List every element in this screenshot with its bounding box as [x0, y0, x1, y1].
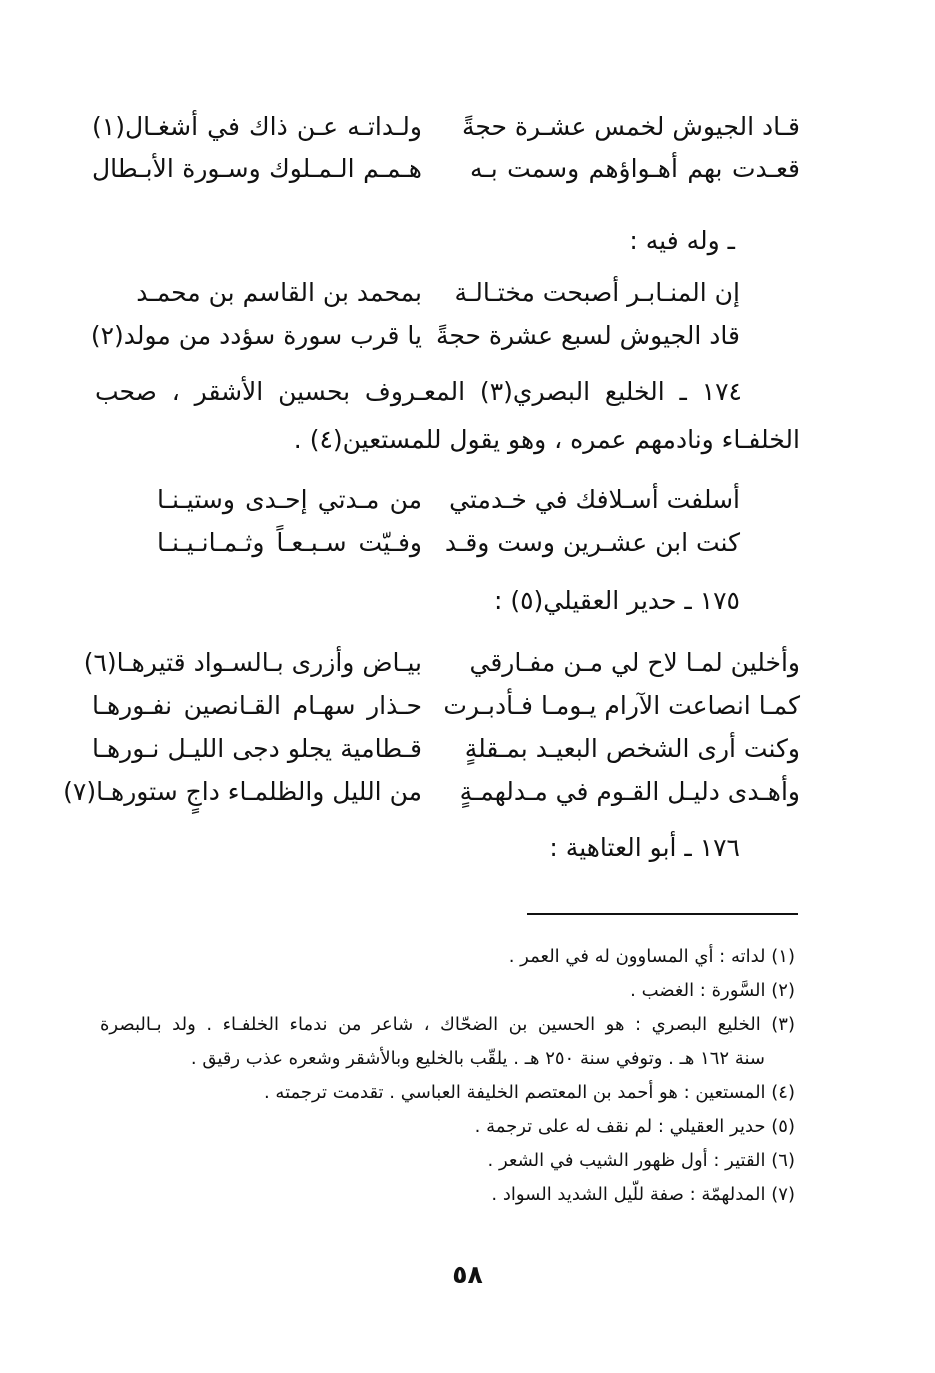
verse-line: [90, 683, 800, 729]
verse-second-hemistich: بيـاض وأزرى بـالسـواد قتيرهـا(٦): [83, 648, 422, 677]
verse-first-hemistich: قـاد الجيوش لخمس عشـرة حجةً: [461, 112, 800, 141]
footnote-separator: [527, 913, 798, 915]
footnote: (٧) المدلهمّة : صفة للّيل الشديد السواد .: [491, 1184, 795, 1205]
footnote: (٦) القتير : أول ظهور الشيب في الشعر .: [487, 1150, 795, 1171]
verse-second-hemistich: حـذار سهـام القـانصين نفـورهـا: [92, 691, 422, 720]
verse-second-hemistich: هـمـم الـمـلوك وسـورة الأبـطال: [92, 154, 422, 183]
footnote: سنة ١٦٢ هـ . وتوفي سنة ٢٥٠ هـ . يلقّب بالخليع وبالأشقر وشعره عذب رقيق .: [190, 1048, 765, 1069]
verse-second-hemistich: بمحمد بن القاسم بن محمـد: [136, 278, 422, 307]
footnote: (٣) الخليع البصري : هو الحسين بن الضحّاك ، شاعر من ندماء الخلفـاء . ولد بـالبصرة: [100, 1014, 795, 1035]
verse-first-hemistich: وكنت أرى الشخص البعيـد بمـقلةٍ: [464, 734, 800, 763]
footnote: (٥) حدير العقيلي : لم نقف له على ترجمة .: [474, 1116, 795, 1137]
verse-line: [136, 270, 740, 316]
page-number: ٥٨: [452, 1260, 483, 1289]
entry-174: ١٧٤ ـ الخليع البصري(٣) المعـروف بحسين الأشقر ، صحب الخلفـاء ونادمهم عمره ، وهو يقول للمستعين(٤) .: [95, 377, 800, 454]
verse-line: [90, 726, 800, 772]
verse-first-hemistich: أسلفت أسـلافك في خـدمتي: [449, 485, 740, 514]
footnote: (٢) السَّورة : الغضب .: [630, 980, 795, 1001]
entry-175: ١٧٥ ـ حدير العقيلي(٥) :: [493, 586, 740, 615]
verse-first-hemistich: إن المنـابـر أصبحت مختـالـة: [454, 278, 740, 307]
verse-second-hemistich: من الليل والظلمـاء داجٍ ستورهـا(٧): [63, 777, 422, 806]
verse-first-hemistich: كنت ابن عشـرين وست وقـد: [444, 528, 740, 557]
verse-line: [90, 146, 800, 192]
verse-line: [90, 313, 740, 359]
intro-line: ـ وله فيه :: [629, 226, 735, 255]
footnote: (١) لداته : أي المساوون له في العمر .: [508, 946, 795, 967]
verse-line: [63, 769, 800, 815]
verse-line: [155, 520, 740, 566]
verse-line: [83, 640, 800, 686]
verse-second-hemistich: من مـدتي إحـدى وستيـنـا: [157, 485, 422, 514]
verse-second-hemistich: وفـيّت سـبـعـاً وثـمـانـيـنـا: [157, 528, 422, 557]
footnote: (٤) المستعين : هو أحمد بن المعتصم الخليفة العباسي . تقدمت ترجمته .: [263, 1082, 795, 1103]
verse-line: [90, 104, 800, 150]
verse-first-hemistich: كمـا انصاعت الآرام يـومـا فـأدبـرت: [443, 691, 800, 720]
verse-first-hemistich: وأخلين لمـا لاح لي مـن مفـارقي: [469, 648, 800, 677]
verse-line: [155, 477, 740, 523]
verse-first-hemistich: قعـدت بهم أهـواؤهم وسمت بـه: [470, 154, 800, 183]
verse-second-hemistich: ولـداتـه عـن ذاك في أشغـال(١): [92, 112, 422, 141]
entry-176: ١٧٦ ـ أبو العتاهية :: [549, 833, 740, 862]
verse-first-hemistich: وأهـدى دليـل القـوم في مـدلهمـةٍ: [459, 777, 800, 806]
verse-second-hemistich: يا قرب سورة سؤدد من مولد(٢): [90, 321, 422, 350]
verse-second-hemistich: قـطامية يجلو دجى الليـل نـورهـا: [92, 734, 422, 763]
verse-first-hemistich: قاد الجيوش لسبع عشرة حجةً: [435, 321, 740, 350]
